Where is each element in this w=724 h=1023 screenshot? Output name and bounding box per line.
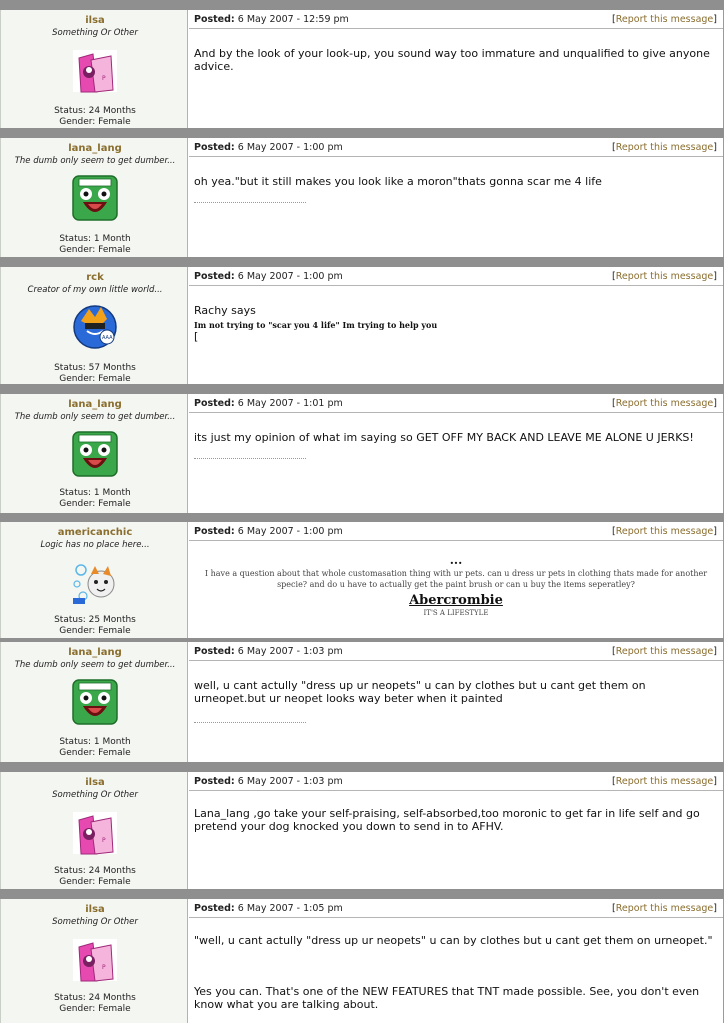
post-body — [189, 267, 724, 384]
bubbles-cat-avatar-icon[interactable] — [71, 558, 119, 606]
svg-text:P: P — [102, 75, 106, 82]
signature-block — [199, 542, 713, 617]
author-gender: Gender: Female — [59, 626, 131, 636]
author-status: Status: 1 Month — [59, 737, 131, 747]
report-message-link[interactable]: [Report this message] — [612, 14, 717, 25]
post-message: oh yea."but it still makes you look like a moron"thats gonna scar me 4 life — [194, 175, 602, 188]
author-panel — [0, 394, 188, 513]
post-date: Posted: 6 May 2007 - 1:00 pm — [194, 271, 343, 282]
signature-tagline: IT'S A LIFESTYLE — [423, 609, 489, 617]
post-date: Posted: 6 May 2007 - 1:01 pm — [194, 398, 343, 409]
post-body — [189, 10, 724, 128]
post-message: Lana_lang ,go take your self-praising, self-absorbed,too moronic to get far in life self and go pretend your dog knocked you down to send in to AFHV. — [194, 807, 700, 833]
hero-avatar-icon[interactable] — [71, 303, 119, 351]
post-header — [189, 899, 723, 918]
report-message-link[interactable]: [Report this message] — [612, 398, 717, 409]
report-message-link[interactable]: [Report this message] — [612, 271, 717, 282]
post-date: Posted: 6 May 2007 - 1:05 pm — [194, 903, 343, 914]
author-status: Status: 24 Months — [54, 106, 136, 116]
post-quote: Im not trying to "scar you 4 life" Im trying to help you — [194, 320, 438, 330]
post-body — [189, 642, 724, 762]
forum-post — [0, 899, 724, 1023]
report-message-link[interactable]: [Report this message] — [612, 646, 717, 657]
post-date: Posted: 6 May 2007 - 1:03 pm — [194, 776, 343, 787]
author-title: Logic has no place here... — [40, 540, 150, 550]
author-panel — [0, 772, 188, 889]
post-body — [189, 138, 724, 257]
ellipsis-text: ... — [449, 553, 463, 567]
author-panel — [0, 522, 188, 638]
author-status: Status: 57 Months — [54, 363, 136, 373]
post-divider — [0, 257, 724, 267]
post-message: its just my opinion of what im saying so GET OFF MY BACK AND LEAVE ME ALONE U JERKS! — [194, 431, 694, 444]
author-gender: Gender: Female — [59, 499, 131, 509]
post-bracket: [ — [194, 330, 199, 343]
pink-bag-avatar-icon[interactable] — [71, 46, 119, 94]
forum-post — [0, 138, 724, 257]
report-message-link[interactable]: [Report this message] — [612, 903, 717, 914]
author-username[interactable]: lana_lang — [68, 143, 122, 154]
signature-divider — [194, 722, 306, 723]
post-divider — [0, 513, 724, 522]
report-message-link[interactable]: [Report this message] — [612, 526, 717, 537]
post-date: Posted: 6 May 2007 - 1:00 pm — [194, 526, 343, 537]
forum-post — [0, 394, 724, 513]
post-body — [189, 772, 724, 889]
author-username[interactable]: rck — [86, 272, 104, 283]
post-date: Posted: 6 May 2007 - 12:59 pm — [194, 14, 349, 25]
svg-text:P: P — [102, 837, 106, 844]
post-divider — [0, 0, 724, 10]
post-header — [189, 642, 723, 661]
quiggle-avatar-icon[interactable] — [71, 174, 119, 222]
quiggle-avatar-icon[interactable] — [71, 678, 119, 726]
author-title: Creator of my own little world... — [27, 285, 163, 295]
author-username[interactable]: ilsa — [85, 15, 105, 26]
author-status: Status: 24 Months — [54, 866, 136, 876]
author-gender: Gender: Female — [59, 877, 131, 887]
author-username[interactable]: lana_lang — [68, 399, 122, 410]
svg-text:AAA: AAA — [102, 335, 113, 341]
author-title: The dumb only seem to get dumber... — [14, 156, 176, 166]
signature-brand: Abercrombie — [409, 593, 503, 608]
author-title: The dumb only seem to get dumber... — [14, 660, 176, 670]
author-gender: Gender: Female — [59, 245, 131, 255]
pink-bag-avatar-icon[interactable] — [71, 808, 119, 856]
quiggle-avatar-icon[interactable] — [71, 430, 119, 478]
post-header — [189, 138, 723, 157]
author-status: Status: 25 Months — [54, 615, 136, 625]
author-status: Status: 1 Month — [59, 488, 131, 498]
post-message: well, u cant actully "dress up ur neopets" u can by clothes but u cant get them on urneopet.but ur neopet looks way beter when it painted — [194, 679, 646, 705]
post-divider — [0, 889, 724, 899]
signature-divider — [194, 458, 306, 459]
forum-post — [0, 772, 724, 889]
post-date: Posted: 6 May 2007 - 1:03 pm — [194, 646, 343, 657]
report-message-link[interactable]: [Report this message] — [612, 142, 717, 153]
post-body — [189, 394, 724, 513]
author-title: The dumb only seem to get dumber... — [14, 412, 176, 422]
author-username[interactable]: lana_lang — [68, 647, 122, 658]
signature-divider — [194, 202, 306, 203]
author-username[interactable]: americanchic — [57, 527, 133, 538]
post-quote: "well, u cant actully "dress up ur neopets" u can by clothes but u cant get them on urneopet." — [194, 934, 713, 947]
author-username[interactable]: ilsa — [85, 904, 105, 915]
author-panel — [0, 642, 188, 762]
forum-post — [0, 10, 724, 128]
post-message: Yes you can. That's one of the NEW FEATURES that TNT made possible. See, you don't even know what you are talking about. — [194, 985, 700, 1011]
author-gender: Gender: Female — [59, 374, 131, 384]
post-divider — [0, 384, 724, 394]
author-gender: Gender: Female — [59, 1004, 131, 1014]
post-divider — [0, 128, 724, 138]
pink-bag-avatar-icon[interactable] — [71, 935, 119, 983]
post-divider — [0, 762, 724, 772]
author-panel — [0, 267, 188, 384]
post-date: Posted: 6 May 2007 - 1:00 pm — [194, 142, 343, 153]
author-username[interactable]: ilsa — [85, 777, 105, 788]
post-body — [189, 522, 724, 638]
forum-post — [0, 267, 724, 384]
post-message: I have a question about that whole customasation thing with ur pets. can u dress ur pets in clothing thats made for another specie? and do u have to actually get the paint brush or can u buy the items seperatley? — [204, 569, 708, 589]
author-title: Something Or Other — [52, 790, 138, 800]
report-message-link[interactable]: [Report this message] — [612, 776, 717, 787]
post-message: And by the look of your look-up, you sound way too immature and unqualified to give anyone advice. — [194, 47, 710, 73]
forum-post — [0, 642, 724, 762]
author-panel — [0, 138, 188, 257]
author-panel — [0, 899, 188, 1023]
post-header — [189, 394, 723, 413]
author-status: Status: 1 Month — [59, 234, 131, 244]
author-title: Something Or Other — [52, 917, 138, 927]
author-status: Status: 24 Months — [54, 993, 136, 1003]
author-panel — [0, 10, 188, 128]
author-title: Something Or Other — [52, 28, 138, 38]
author-gender: Gender: Female — [59, 117, 131, 127]
svg-text:P: P — [102, 964, 106, 971]
author-gender: Gender: Female — [59, 748, 131, 758]
post-message: Rachy says — [194, 304, 256, 317]
post-body — [189, 899, 724, 1023]
post-header — [189, 10, 723, 29]
post-header — [189, 267, 723, 286]
post-header — [189, 772, 723, 791]
forum-post — [0, 522, 724, 638]
post-header — [189, 522, 723, 541]
